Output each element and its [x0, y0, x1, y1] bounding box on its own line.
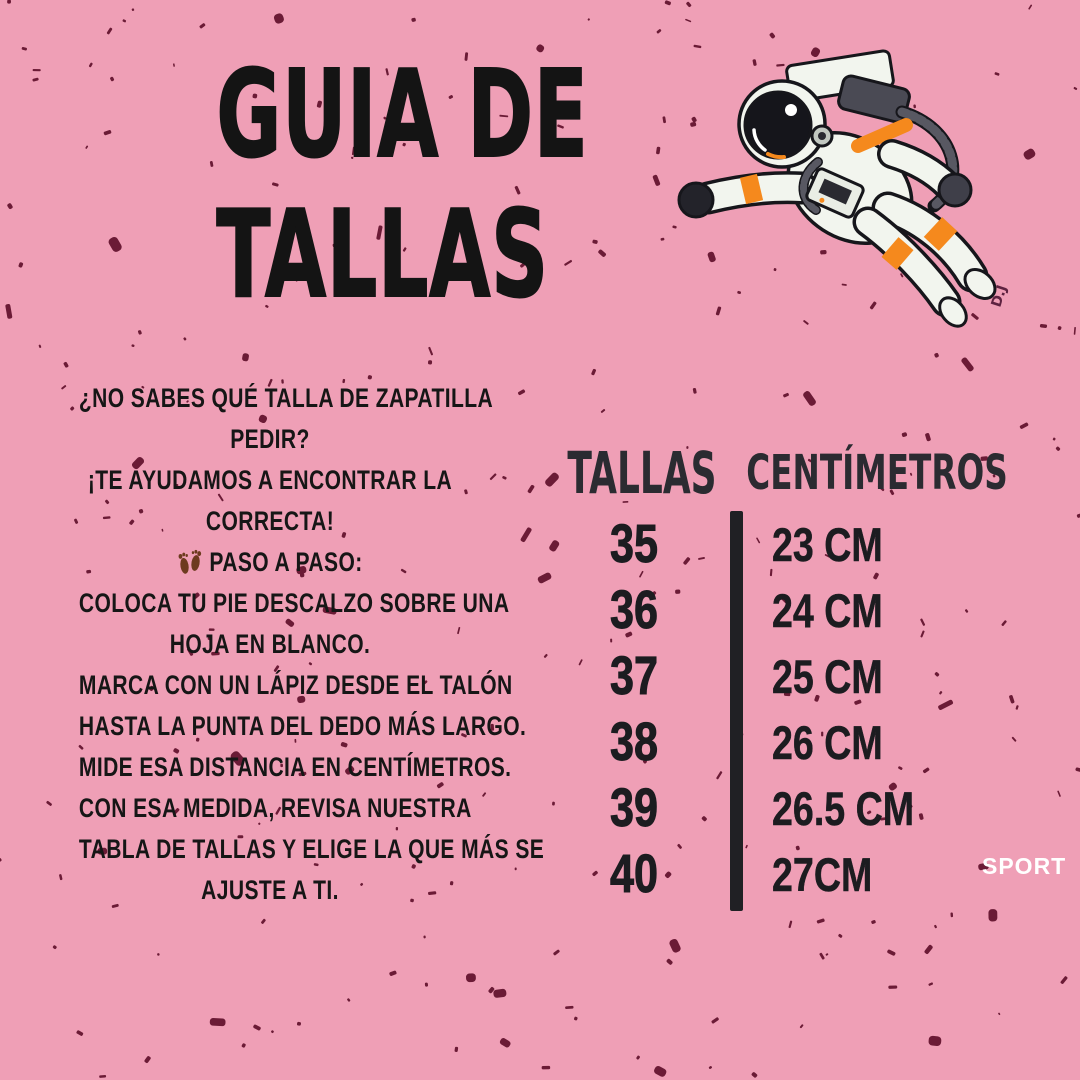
- intro-line-3: ¡TE AYUDAMOS A ENCONTRAR LA: [87, 465, 453, 495]
- cm-cell-40: 27CM: [772, 847, 873, 901]
- astronaut-left-glove: [679, 183, 713, 217]
- footprints-icon: [177, 548, 202, 578]
- intro-line-7: HOJA EN BLANCO.: [169, 629, 371, 659]
- intro-line-6: COLOCA TU PIE DESCALZO SOBRE UNA: [78, 588, 510, 618]
- intro-line-4: CORRECTA!: [205, 506, 335, 536]
- poster-title: [145, 46, 589, 326]
- table-header-tallas: TALLAS: [567, 439, 717, 507]
- size-table-headers: [542, 439, 1012, 507]
- size-cell-37: 37: [609, 646, 659, 706]
- title-line-2: TALLAS: [216, 186, 549, 325]
- size-cell-36: 36: [609, 580, 659, 640]
- intro-line-5: PASO A PASO:: [79, 542, 461, 583]
- astronaut-legs: [868, 208, 1001, 331]
- intro-line-9: HASTA LA PUNTA DEL DEDO MÁS LARGO.: [78, 711, 527, 741]
- cm-column: [772, 511, 1022, 907]
- cm-cell-35: 23 CM: [772, 517, 883, 571]
- size-cell-38: 38: [609, 712, 659, 772]
- cm-cell-37: 25 CM: [772, 649, 883, 703]
- table-header-centimetros: CENTÍMETROS: [746, 445, 1008, 501]
- astronaut-left-arm: [679, 183, 802, 217]
- brand-watermark: SPORT: [982, 853, 1067, 879]
- intro-text: [25, 378, 545, 911]
- cm-cell-38: 26 CM: [772, 715, 883, 769]
- sizes-column: [558, 511, 710, 907]
- cm-cell-39: 26.5 CM: [772, 781, 915, 835]
- intro-line-10: MIDE ESA DISTANCIA EN CENTÍMETROS.: [78, 752, 512, 782]
- intro-line-2: PEDIR?: [230, 424, 310, 454]
- title-line-1: GUIA DE: [216, 46, 589, 185]
- intro-line-13: AJUSTE A TI.: [201, 875, 339, 905]
- intro-line-11: CON ESA MEDIDA, REVISA NUESTRA: [78, 793, 472, 823]
- intro-line-12: TABLA DE TALLAS Y ELIGE LA QUE MÁS SE: [78, 834, 545, 864]
- table-divider: [730, 511, 743, 911]
- size-cell-40: 40: [609, 844, 659, 904]
- artist-signature: D.J: [988, 283, 1011, 310]
- astronaut-illustration: [650, 30, 1030, 340]
- astronaut-visor: [745, 92, 811, 158]
- astronaut-right-glove: [939, 174, 971, 206]
- size-cell-35: 35: [609, 514, 659, 574]
- intro-line-8: MARCA CON UN LÁPIZ DESDE EL TALÓN: [78, 670, 513, 700]
- intro-line-1: ¿NO SABES QUÉ TALLA DE ZAPATILLA: [78, 383, 494, 413]
- size-cell-39: 39: [609, 778, 659, 838]
- cm-cell-36: 24 CM: [772, 583, 883, 637]
